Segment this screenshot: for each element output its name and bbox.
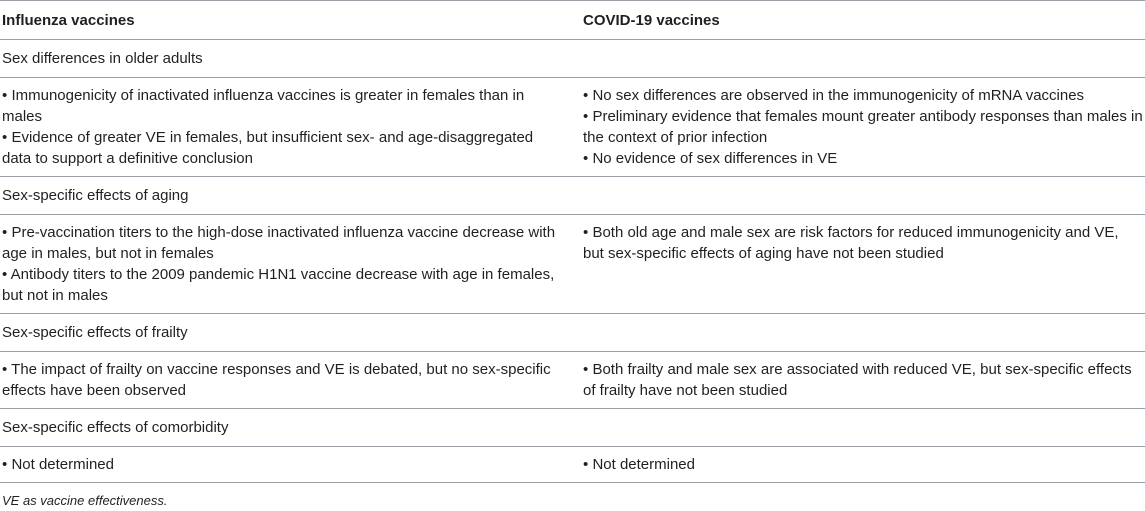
bullet-icon: •	[583, 224, 589, 241]
bullet-icon: •	[583, 361, 589, 378]
bullet-icon: •	[583, 456, 589, 473]
bullet-text: Evidence of greater VE in females, but insufficient sex- and age-disaggregated data to support a definitive conclusion	[2, 129, 534, 167]
bullet-icon: •	[583, 150, 589, 167]
bullet-icon: •	[2, 456, 8, 473]
influenza-cell	[0, 215, 583, 313]
bullet-text: Antibody titers to the 2009 pandemic H1N1 vaccine decrease with age in females, but not in males	[2, 266, 555, 304]
bullet-item	[583, 148, 1143, 169]
bullet-text: No evidence of sex differences in VE	[592, 150, 838, 167]
bullet-icon: •	[2, 87, 8, 104]
header-influenza: Influenza vaccines	[2, 12, 135, 29]
content-row	[0, 352, 1145, 409]
influenza-cell	[0, 352, 583, 408]
bullet-item	[583, 359, 1143, 401]
section-title: Sex-specific effects of frailty	[2, 324, 188, 341]
section-row	[0, 314, 1145, 352]
bullet-text: Not determined	[11, 456, 114, 473]
covid-cell	[583, 78, 1145, 176]
table-header-row	[0, 0, 1145, 40]
bullet-icon: •	[2, 266, 8, 283]
influenza-cell	[0, 447, 583, 482]
influenza-cell	[0, 78, 583, 176]
content-row	[0, 78, 1145, 177]
header-covid: COVID-19 vaccines	[583, 12, 720, 29]
section-title: Sex-specific effects of comorbidity	[2, 419, 229, 436]
covid-cell	[583, 215, 1145, 313]
bullet-icon: •	[2, 361, 8, 378]
bullet-item	[2, 222, 565, 264]
content-row	[0, 447, 1145, 483]
bullet-icon: •	[2, 129, 8, 146]
bullet-item	[583, 106, 1143, 148]
bullet-text: No sex differences are observed in the immunogenicity of mRNA vaccines	[592, 87, 1085, 104]
bullet-item	[2, 127, 565, 169]
section-row	[0, 177, 1145, 215]
section-title: Sex differences in older adults	[2, 50, 203, 67]
bullet-text: Both frailty and male sex are associated with reduced VE, but sex-specific effects of frailty have not been studied	[583, 361, 1132, 399]
section-title: Sex-specific effects of aging	[2, 187, 189, 204]
covid-cell	[583, 352, 1145, 408]
bullet-text: Immunogenicity of inactivated influenza vaccines is greater in females than in males	[2, 87, 525, 125]
bullet-text: The impact of frailty on vaccine responses and VE is debated, but no sex-specific effects have been observed	[2, 361, 551, 399]
bullet-icon: •	[583, 108, 589, 125]
bullet-item	[2, 359, 565, 401]
bullet-icon: •	[583, 87, 589, 104]
bullet-item	[2, 454, 565, 475]
covid-cell	[583, 447, 1145, 482]
content-row	[0, 215, 1145, 314]
section-row	[0, 40, 1145, 78]
bullet-item	[583, 85, 1143, 106]
bullet-text: Not determined	[592, 456, 695, 473]
bullet-item	[583, 222, 1143, 264]
section-row	[0, 409, 1145, 447]
bullet-text: Both old age and male sex are risk factors for reduced immunogenicity and VE, but sex-specific effects of aging have not been studied	[583, 224, 1119, 262]
bullet-item	[2, 85, 565, 127]
bullet-text: Preliminary evidence that females mount greater antibody responses than males in the context of prior infection	[583, 108, 1143, 146]
table-footnote: VE as vaccine effectiveness.	[2, 493, 168, 508]
bullet-item	[583, 454, 1143, 475]
bullet-item	[2, 264, 565, 306]
bullet-icon: •	[2, 224, 8, 241]
bullet-text: Pre-vaccination titers to the high-dose inactivated influenza vaccine decrease with age in males, but not in females	[2, 224, 556, 262]
